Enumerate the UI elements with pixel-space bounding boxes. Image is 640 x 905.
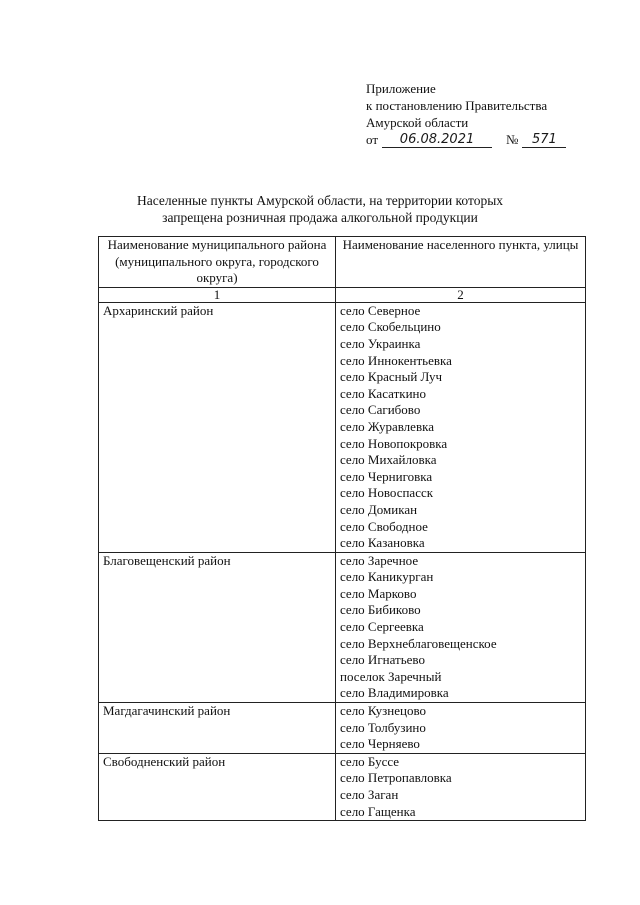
district-name: Свободненский район xyxy=(99,753,336,820)
settlement-item: село Домикан xyxy=(340,501,418,517)
settlement-item: село Журавлевка xyxy=(340,418,434,434)
settlement-list xyxy=(336,753,586,820)
column-header-district: Наименование муниципального района (муниципального округа, городского округа) xyxy=(99,237,336,288)
settlement-item: село Новопокровка xyxy=(340,435,448,451)
table-row xyxy=(99,703,586,754)
settlement-item: село Иннокентьевка xyxy=(340,352,452,368)
settlement-item: село Касаткино xyxy=(340,385,426,401)
settlement-item: село Черняево xyxy=(340,736,420,752)
appendix-region-line: Амурской области xyxy=(366,115,469,130)
settlement-item: село Северное xyxy=(340,302,421,318)
handwritten-date: 06.08.2021 xyxy=(382,132,492,148)
settlement-list xyxy=(336,703,586,754)
settlements-table xyxy=(98,236,586,821)
column-header-settlement: Наименование населенного пункта, улицы xyxy=(336,237,586,288)
column-number-1: 1 xyxy=(99,287,336,302)
settlement-item: село Петропавловка xyxy=(340,770,452,786)
title-line-2: запрещена розничная продажа алкогольной продукции xyxy=(162,210,478,225)
settlement-item: село Заган xyxy=(340,787,399,802)
settlement-item: село Свободное xyxy=(340,518,428,534)
settlement-item: село Марково xyxy=(340,585,417,601)
settlement-item: село Бибиково xyxy=(340,602,421,618)
settlement-item: село Украинка xyxy=(340,335,421,351)
settlement-item: село Красный Луч xyxy=(340,369,443,385)
table-body xyxy=(99,302,586,820)
column-number-2: 2 xyxy=(336,287,586,302)
settlement-item: село Сагибово xyxy=(340,402,421,418)
settlement-item: село Заречное xyxy=(340,552,419,568)
settlement-list xyxy=(336,302,586,552)
settlement-item: село Михайловка xyxy=(340,452,437,468)
settlement-item: село Скобельцино xyxy=(340,319,441,335)
appendix-label: Приложение xyxy=(366,81,436,96)
settlement-item: село Кузнецово xyxy=(340,703,426,719)
district-name: Архаринский район xyxy=(99,302,336,552)
document-title xyxy=(90,192,550,226)
settlement-list xyxy=(336,552,586,702)
appendix-header xyxy=(366,80,566,148)
settlement-item: село Владимировка xyxy=(340,685,449,701)
number-sign: № xyxy=(506,132,519,147)
settlement-item: село Казановка xyxy=(340,535,425,551)
settlement-item: село Черниговка xyxy=(340,468,433,484)
table-row xyxy=(99,552,586,702)
settlement-item: поселок Заречный xyxy=(340,668,442,684)
table-row xyxy=(99,753,586,820)
date-number-row xyxy=(366,131,566,148)
title-line-1: Населенные пункты Амурской области, на территории которых xyxy=(136,193,504,208)
table-header-row xyxy=(99,237,586,288)
settlement-item: село Каникурган xyxy=(340,569,434,585)
appendix-resolution-line: к постановлению Правительства xyxy=(366,98,548,113)
settlement-item: село Гащенка xyxy=(340,803,416,819)
settlement-item: село Верхнеблаговещенское xyxy=(340,635,497,651)
settlement-item: село Новоспасск xyxy=(340,485,434,501)
date-prefix: от xyxy=(366,132,379,147)
table-row xyxy=(99,302,586,552)
settlement-item: село Игнатьево xyxy=(340,652,425,668)
settlement-item: село Толбузино xyxy=(340,719,426,735)
handwritten-number: 571 xyxy=(522,132,566,148)
district-name: Благовещенский район xyxy=(99,552,336,702)
settlement-item: село Сергеевка xyxy=(340,619,424,635)
column-number-row xyxy=(99,287,586,302)
settlement-item: село Буссе xyxy=(340,753,400,769)
district-name: Магдагачинский район xyxy=(99,703,336,754)
